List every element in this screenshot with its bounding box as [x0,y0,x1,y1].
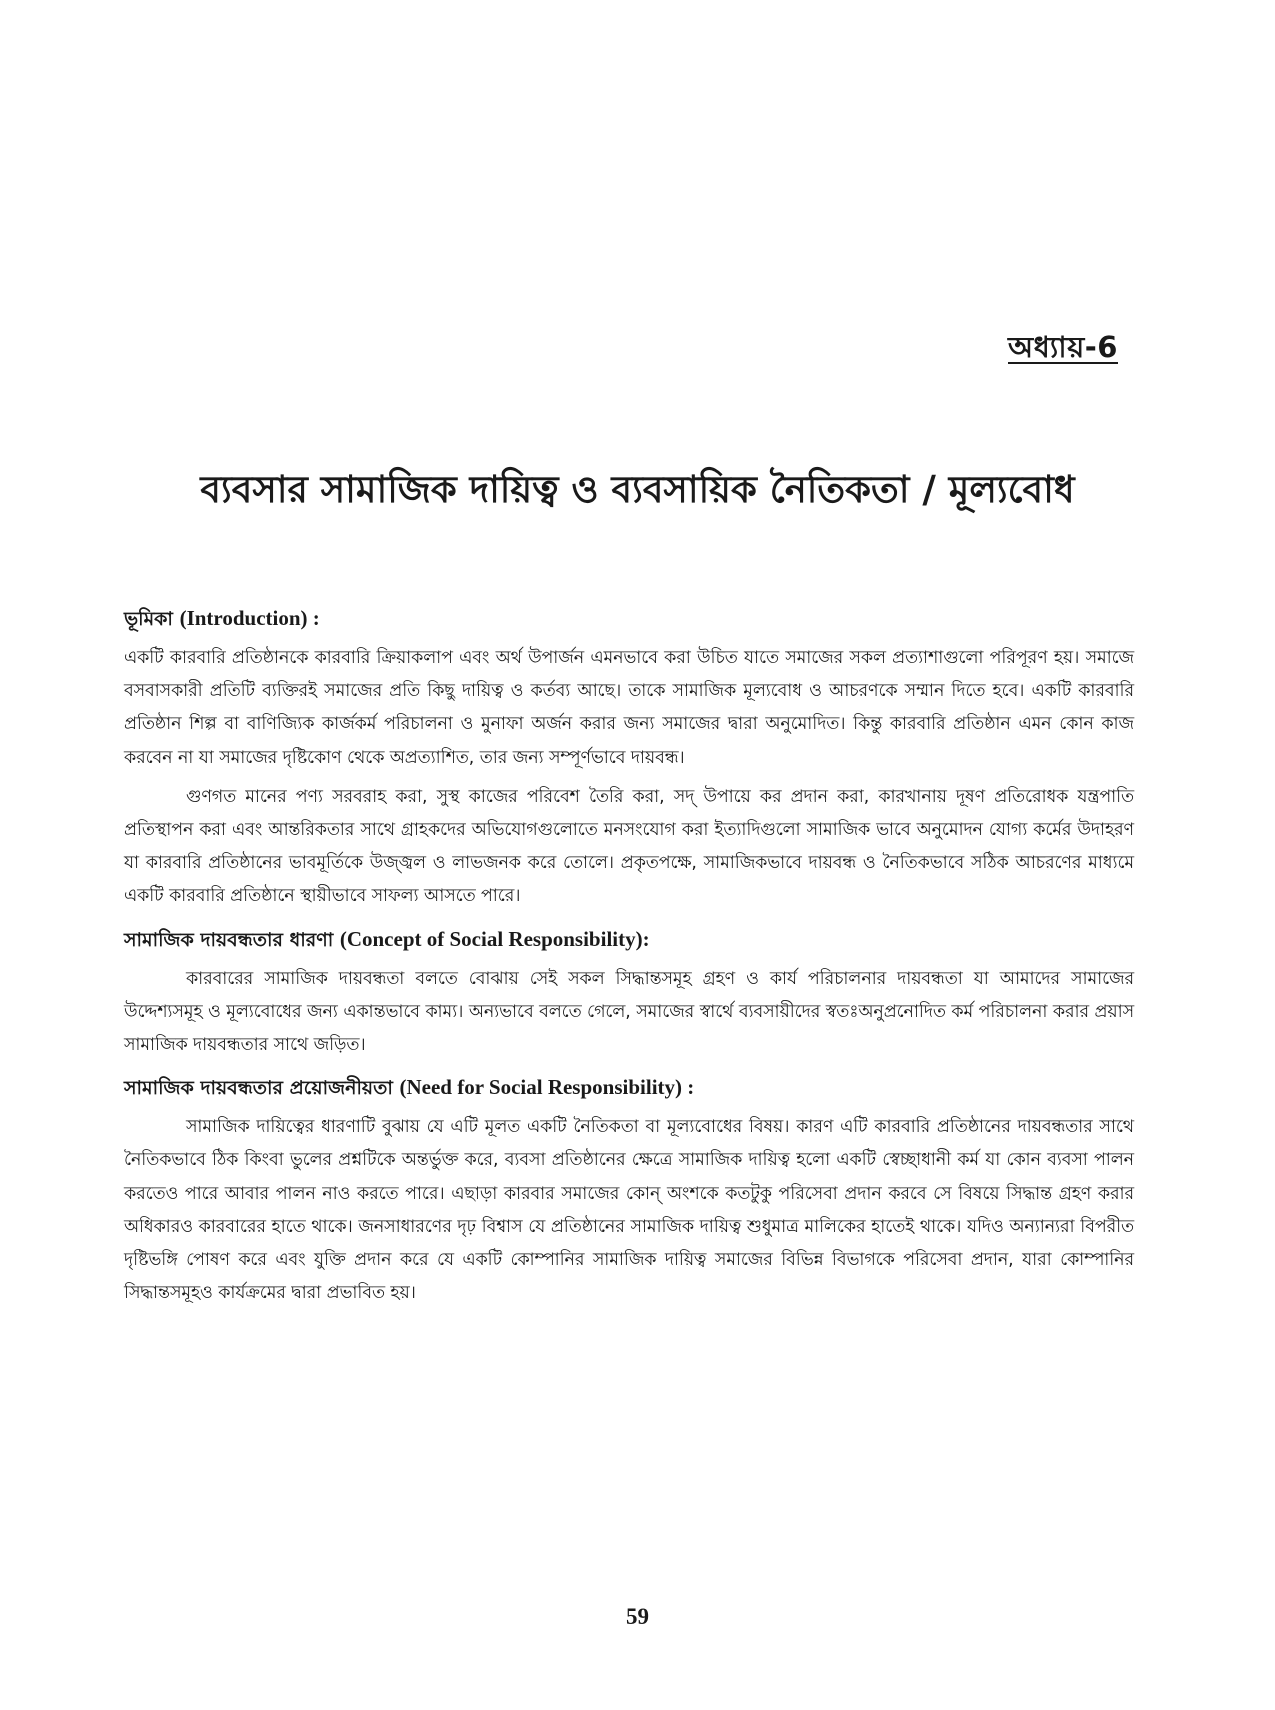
heading-english: (Introduction) : [179,606,320,630]
section-heading-introduction [124,603,1134,634]
heading-bengali: ভূমিকা [124,608,173,630]
main-content [124,603,1134,1316]
page-number: 59 [626,1604,649,1629]
page-title: ব্যবসার সামাজিক দায়িত্ব ও ব্যবসায়িক নৈতিকতা / মূল্যবোধ [200,468,1075,511]
chapter-label: অধ্যায়-6 [1008,330,1118,364]
paragraph: একটি কারবারি প্রতিষ্ঠানকে কারবারি ক্রিয়াকলাপ এবং অর্থ উপার্জন এমনভাবে করা উচিত যাতে সমাজের সকল প্রত্যাশাগুলো পরিপূরণ হয়। সমাজে বসবাসকারী প্রতিটি ব্যক্তিরই সমাজের প্রতি কিছু দায়িত্ব ও কর্তব্য আছে। তাকে সামাজিক মূল্যবোধ ও আচরণকে সম্মান দিতে হবে। একটি কারবারি প্রতিষ্ঠান শিল্প বা বাণিজ্যিক কার্জকর্ম পরিচালনা ও মুনাফা অর্জন করার জন্য সমাজের দ্বারা অনুমোদিত। কিন্তু কারবারি প্রতিষ্ঠান এমন কোন কাজ করবেন না যা সমাজের দৃষ্টিকোণ থেকে অপ্রত্যাশিত, তার জন্য সম্পূর্ণভাবে দায়বন্ধ। [124,648,1134,768]
heading-english: (Need for Social Responsibility) : [399,1075,695,1100]
paragraph: গুণগত মানের পণ্য সরবরাহ করা, সুস্থ কাজের পরিবেশ তৈরি করা, সদ্ উপায়ে কর প্রদান করা, কারখানায় দূষণ প্রতিরোধক যন্ত্রপাতি প্রতিস্থাপন করা এবং আন্তরিকতার সাথে গ্রাহকদের অভিযোগগুলোতে মনসংযোগ করা ইত্যাদিগুলো সামাজিক ভাবে অনুমোদন যোগ্য কর্মের উদাহরণ যা কারবারি প্রতিষ্ঠানের ভাবমূর্তিকে উজ্জ্বল ও লাভজনক করে তোলে। প্রকৃতপক্ষে, সামাজিকভাবে দায়বন্ধ ও নৈতিকভাবে সঠিক আচরণের মাধ্যমে একটি কারবারি প্রতিষ্ঠানে স্থায়ীভাবে সাফল্য আসতে পারে। [124,786,1134,907]
heading-bengali: সামাজিক দায়বন্ধতার ধারণা [124,928,334,951]
paragraph: সামাজিক দায়িত্বের ধারণাটি বুঝায় যে এটি মূলত একটি নৈতিকতা বা মূল্যবোধের বিষয়। কারণ এটি কারবারি প্রতিষ্ঠানের দায়বন্ধতার সাথে নৈতিকভাবে ঠিক কিংবা ভুলের প্রশ্নটিকে অন্তর্ভুক্ত করে, ব্যবসা প্রতিষ্ঠানের ক্ষেত্রে সামাজিক দায়িত্ব হলো একটি স্বেচ্ছাধানী কর্ম যা কোন ব্যবসা পালন করতেও পারে আবার পালন নাও করতে পারে। এছাড়া কারবার সমাজের কোন্ অংশকে কতটুকু পরিসেবা প্রদান করবে সে বিষয়ে সিদ্ধান্ত গ্রহণ করার অধিকারও কারবারের হাতে থাকে। জনসাধারণের দৃঢ় বিশ্বাস যে প্রতিষ্ঠানের সামাজিক দায়িত্ব শুধুমাত্র মালিকের হাতেই থাকে। যদিও অন্যান্যরা বিপরীত দৃষ্টিভঙ্গি পোষণ করে এবং যুক্তি প্রদান করে যে একটি কোম্পানির সামাজিক দায়িত্ব সমাজের বিভিন্ন বিভাগকে পরিসেবা প্রদান, যারা কোম্পানির সিদ্ধান্তসমূহও কার্যক্রমের দ্বারা প্রভাবিত হয়। [124,1117,1134,1304]
section-heading-need [124,1072,1134,1103]
paragraph: কারবারের সামাজিক দায়বন্ধতা বলতে বোঝায় সেই সকল সিদ্ধান্তসমূহ গ্রহণ ও কার্য পরিচালনার দায়বন্ধতা যা আমাদের সামাজের উদ্দেশ্যসমূহ ও মূল্যবোধের জন্য একান্তভাবে কাম্য। অন্যভাবে বলতে গেলে, সমাজের স্বার্থে ব্যবসায়ীদের স্বতঃঅনুপ্রনোদিত কর্ম পরিচালনা করার প্রয়াস সামাজিক দায়বন্ধতার সাথে জড়িত। [124,968,1134,1056]
heading-bengali: সামাজিক দায়বন্ধতার প্রয়োজনীয়তা [124,1077,393,1100]
heading-english: (Concept of Social Responsibility): [339,926,650,951]
section-heading-concept [124,924,1134,955]
